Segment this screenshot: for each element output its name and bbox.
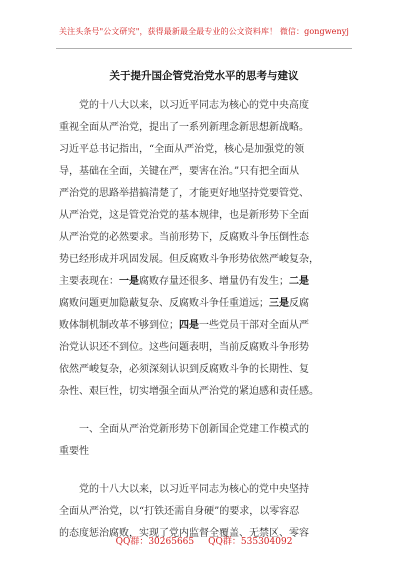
- document-title: 关于提升国企管党治党水平的思考与建议: [109, 70, 299, 82]
- text-line: 全面从严治党，以“打铁还需自身硬”的要求，以零容忍: [59, 506, 300, 517]
- text-line: [59, 315, 351, 337]
- text-segment: 腐败存量还很多、增量仍有发生；: [139, 276, 289, 287]
- text-segment: 主要表现在：: [59, 276, 119, 287]
- text-line: 依然严峻复杂，必须深刻认识到反腐败斗争的长期性、复: [59, 364, 309, 375]
- text-segment: 反腐: [289, 298, 309, 309]
- section-heading-line: 一、全面从严治党新形势下创新国企党建工作模式的: [79, 424, 309, 435]
- footer-qq-group-2: QQ群：535304092: [208, 537, 293, 547]
- emphasis-label: 一是: [119, 276, 139, 287]
- text-line: 的态度惩治腐败，实现了党内监督全覆盖、无禁区、零容: [59, 528, 309, 539]
- text-line: 从严治党的必然要求。当前形势下，反腐败斗争压倒性态: [59, 232, 309, 243]
- text-segment: 腐败问题更加隐蔽复杂、反腐败斗争任重道远；: [59, 298, 269, 309]
- text-line: [59, 271, 351, 293]
- text-line: 重视全面从严治党，提出了一系列新理念新思想新战略。: [59, 122, 309, 133]
- text-line: 势已经形成并巩固发展。但反腐败斗争形势依然严峻复杂，: [59, 254, 319, 265]
- text-line: 党的十八大以来，以习近平同志为核心的党中央高度: [79, 100, 309, 111]
- header-note: 关注头条号"公文研究"，获得最新最全最专业的公文资料库！ 微信：gongwenyj: [59, 27, 349, 36]
- text-line: [59, 293, 351, 315]
- text-line: 习近平总书记指出，“全面从严治党，核心是加强党的领: [59, 144, 305, 155]
- paragraph-gap: [59, 403, 351, 419]
- text-line: 杂性、艰巨性，切实增强全面从严治党的紧迫感和责任感。: [59, 386, 319, 397]
- text-line: 导，基础在全面，关键在严，要害在治。”只有把全面从: [59, 166, 300, 177]
- footer-contact: [0, 534, 408, 547]
- emphasis-label: 二是: [289, 276, 309, 287]
- text-line: 从严治党，这是管党治党的基本规律，也是新形势下全面: [59, 210, 309, 221]
- emphasis-label: 三是: [269, 298, 289, 309]
- section-heading-line: 重要性: [59, 446, 89, 457]
- header-divider: [56, 48, 352, 49]
- document-body: [59, 95, 351, 545]
- text-line: 严治党的思路举措搞清楚了，才能更好地坚持党要管党、: [59, 188, 309, 199]
- footer-qq-group-1: QQ群：30265665: [115, 537, 195, 547]
- text-line: 党的十八大以来，以习近平同志为核心的党中央坚持: [79, 484, 309, 495]
- emphasis-label: 四是: [179, 320, 199, 331]
- text-line: 治党认识还不到位。这些问题表明，当前反腐败斗争形势: [59, 342, 309, 353]
- text-segment: 一些党员干部对全面从严: [199, 320, 309, 331]
- text-segment: 败体制机制改革不够到位；: [59, 320, 179, 331]
- paragraph-gap: [59, 463, 351, 479]
